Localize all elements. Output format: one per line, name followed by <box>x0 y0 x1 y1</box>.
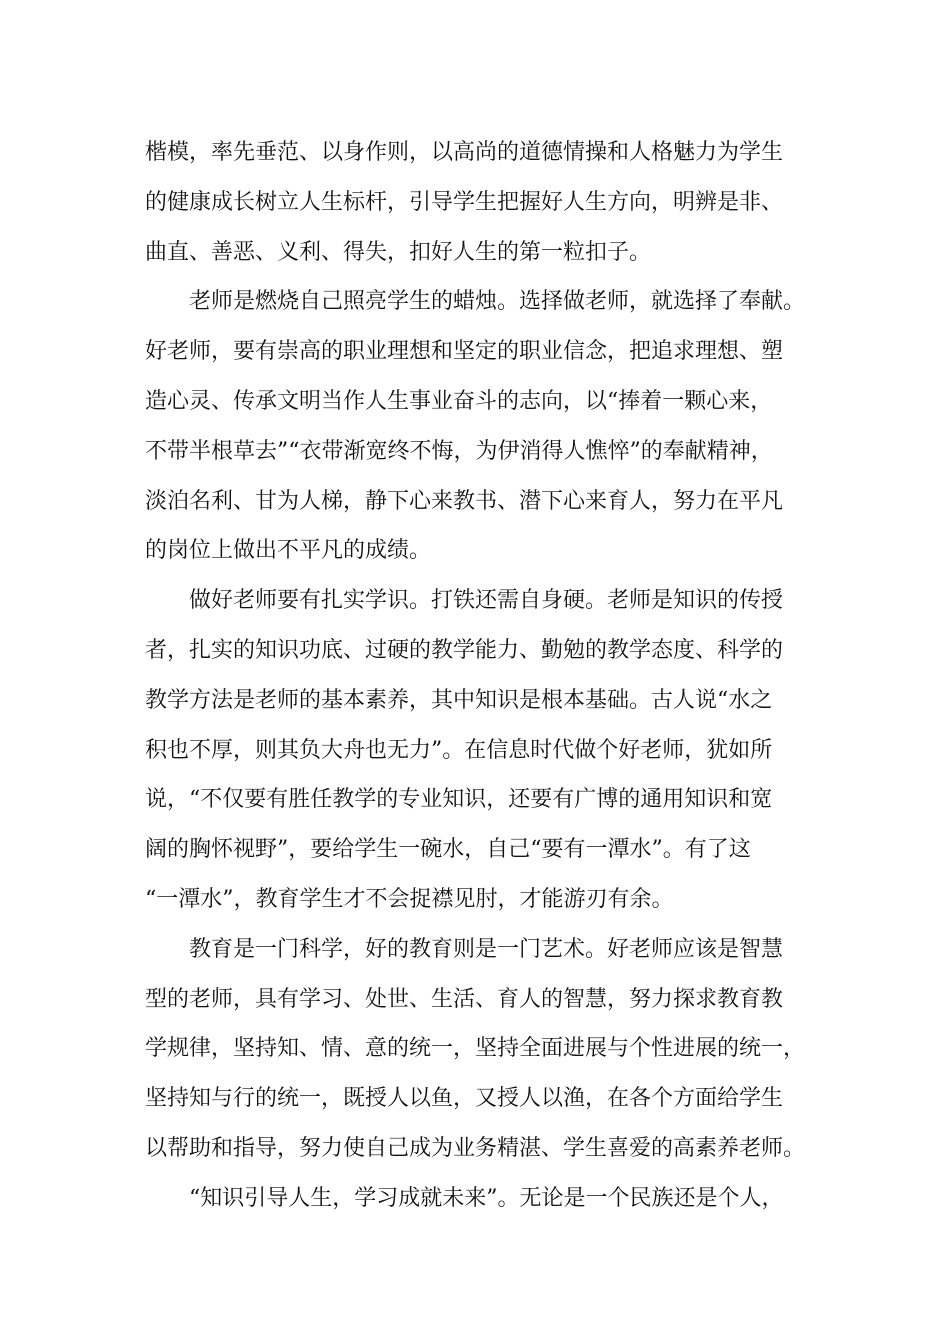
paragraph-first-line: “知识引导人生，学习成就未来”。无论是一个民族还是个人， <box>189 1185 784 1211</box>
text-line: 型的老师，具有学习、处世、生活、育人的智慧，努力探求教育教 <box>145 986 784 1012</box>
text-line: 造心灵、传承文明当作人生事业奋斗的志向，以“捧着一颗心来， <box>145 388 773 414</box>
body-text <box>145 128 825 1224</box>
paragraph-first-line: 做好老师要有扎实学识。打铁还需自身硬。老师是知识的传授 <box>189 588 784 614</box>
text-line: 坚持知与行的统一，既授人以鱼，又授人以渔，在各个方面给学生 <box>145 1086 784 1112</box>
text-line: 楷模，率先垂范、以身作则，以高尚的道德情操和人格魅力为学生 <box>145 140 784 165</box>
text-line: 的健康成长树立人生标杆，引导学生把握好人生方向，明辨是非、 <box>145 189 784 215</box>
text-line: 学规律，坚持知、情、意的统一，坚持全面进展与个性进展的统一， <box>145 1036 806 1062</box>
text-line: 好老师，要有崇高的职业理想和坚定的职业信念，把追求理想、塑 <box>145 339 784 365</box>
text-line: 说，“不仅要有胜任教学的专业知识，还要有广博的通用知识和宽 <box>145 787 773 813</box>
paragraph-first-line: 教育是一门科学，好的教育则是一门艺术。好老师应该是智慧 <box>189 936 784 962</box>
text-line: 淡泊名利、甘为人梯，静下心来教书、潜下心来育人，努力在平凡 <box>145 488 784 514</box>
text-line: 以帮助和指导，努力使自己成为业务精湛、学生喜爱的高素养老师。 <box>145 1135 806 1161</box>
text-line: 教学方法是老师的基本素养，其中知识是根本基础。古人说“水之 <box>145 687 773 713</box>
text-line: 的岗位上做出不平凡的成绩。 <box>145 538 432 564</box>
text-line: 积也不厚，则其负大舟也无力”。在信息时代做个好老师，犹如所 <box>145 737 773 763</box>
text-line: 曲直、善恶、义利、得失，扣好人生的第一粒扣子。 <box>145 239 652 265</box>
paragraph-first-line: 老师是燃烧自己照亮学生的蜡烛。选择做老师，就选择了奉献。 <box>189 289 806 315</box>
text-line: 者，扎实的知识功底、过硬的教学能力、勤勉的教学态度、科学的 <box>145 637 784 663</box>
text-line: “一潭水”，教育学生才不会捉襟见肘，才能游刃有余。 <box>145 886 674 912</box>
text-line: 阔的胸怀视野”，要给学生一碗水，自己“要有一潭水”。有了这 <box>145 837 751 863</box>
text-line: 不带半根草去”“衣带渐宽终不悔，为伊消得人憔悴”的奉献精神， <box>145 438 773 464</box>
